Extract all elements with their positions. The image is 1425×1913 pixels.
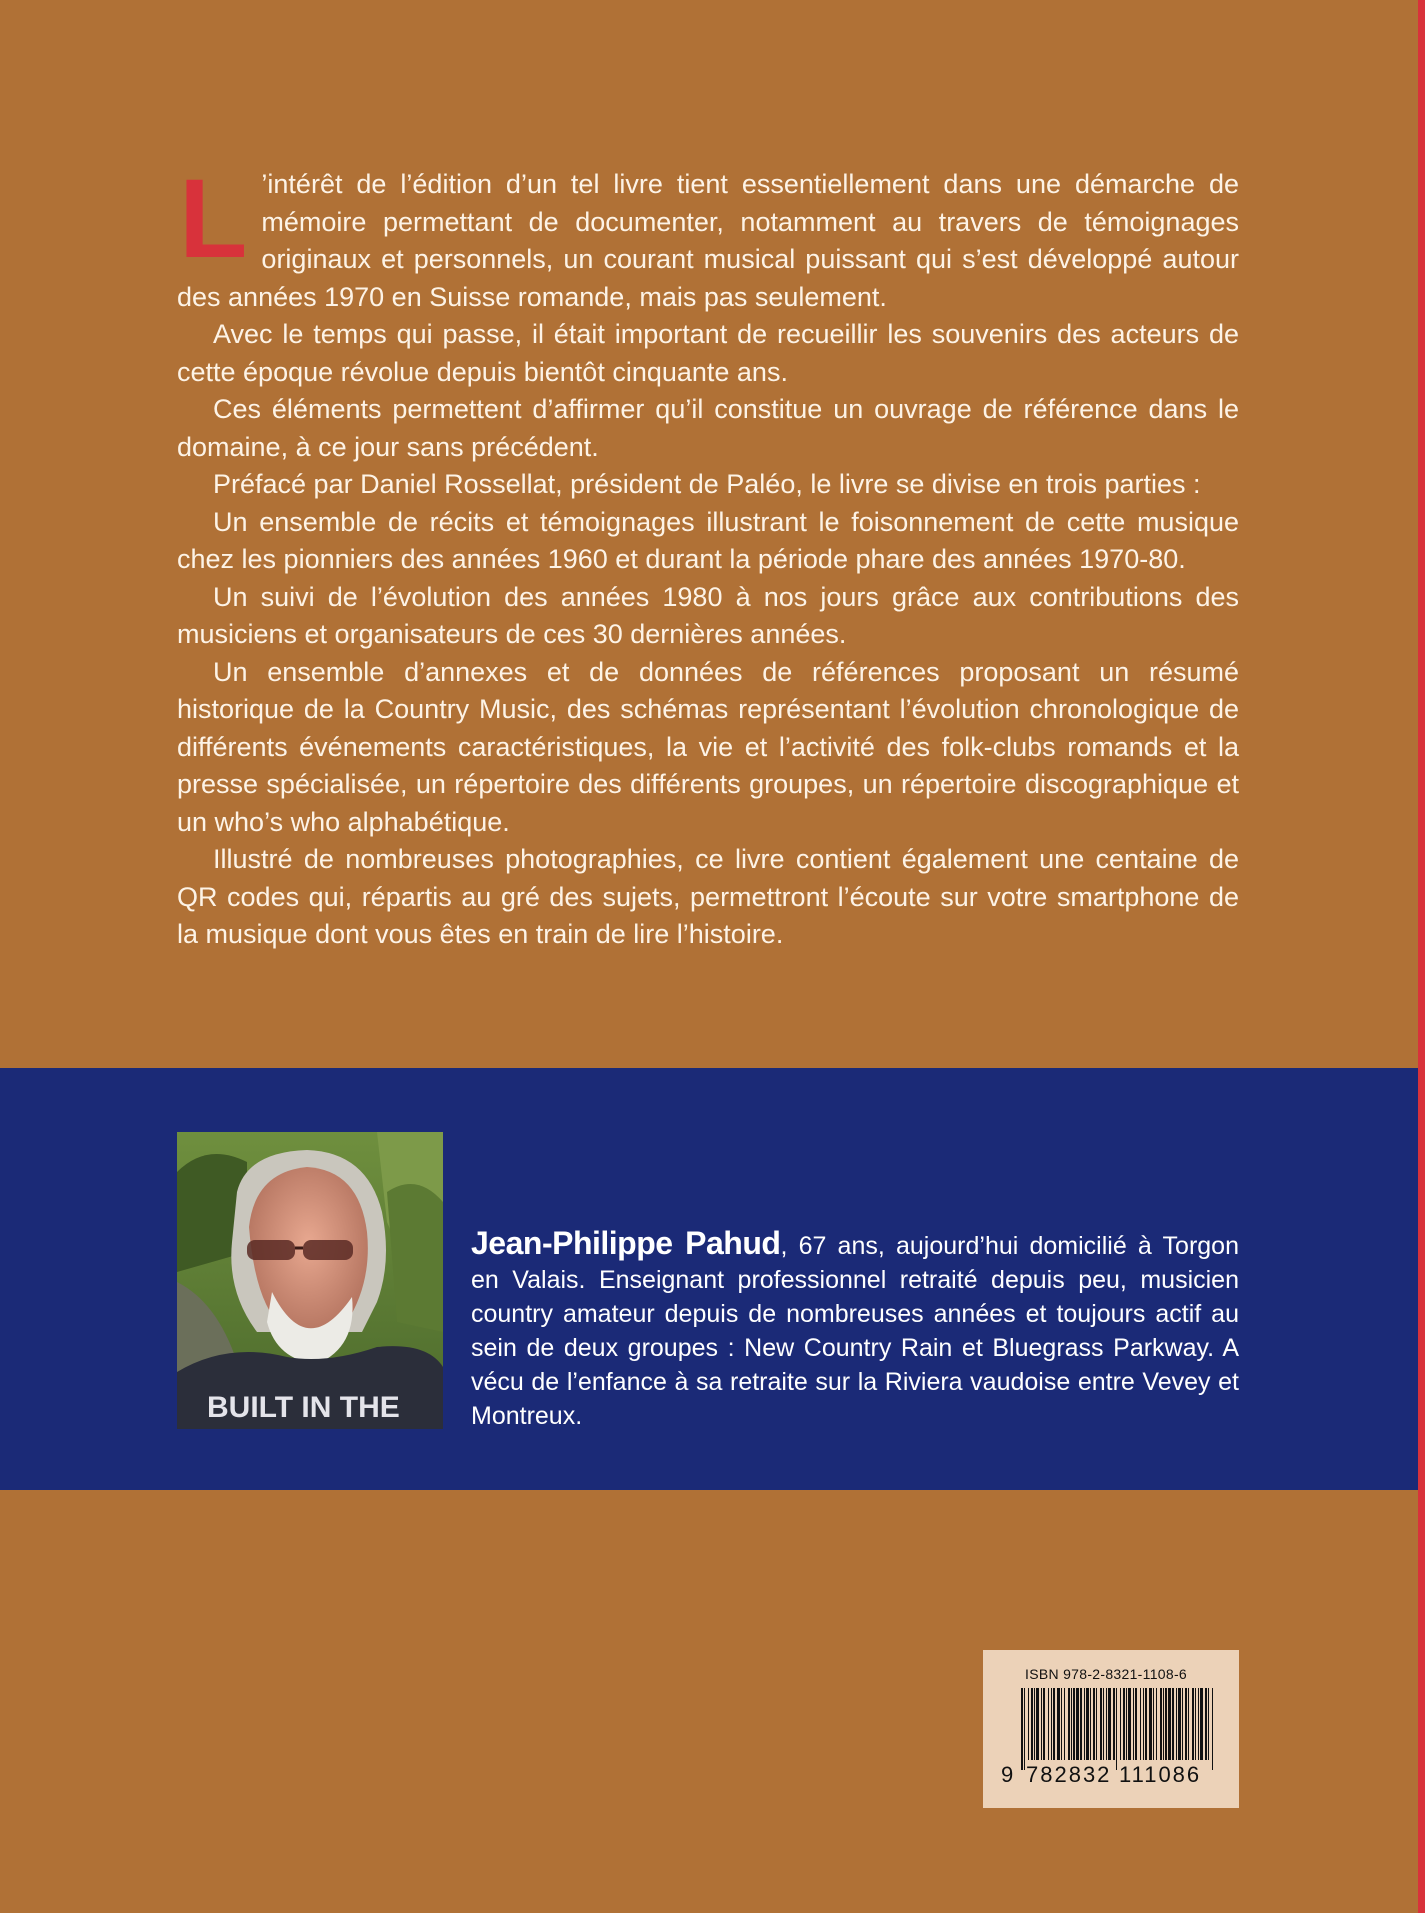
barcode-bar [1140,1688,1141,1760]
barcode-digits-left: 782832 [1026,1762,1112,1787]
barcode-bar [1031,1688,1033,1760]
barcode-bar [1205,1688,1207,1760]
barcode-bar [1053,1688,1055,1760]
blurb-paragraph-6: Un suivi de l’évolution des années 1980 à nos jours grâce aux contributions des musiciens et organisateurs de ces 30 dernières années. [177,581,1239,649]
barcode-bar [1090,1688,1091,1760]
barcode-bar [1126,1688,1127,1760]
barcode-bar [1212,1688,1213,1770]
barcode-bar [1076,1688,1079,1760]
barcode-bar [1051,1688,1052,1760]
red-edge-stripe [1418,0,1425,1913]
barcode-bar [1120,1688,1121,1760]
barcode-bar [1113,1688,1115,1760]
barcode-bar [1195,1688,1196,1760]
barcode-bar [1123,1688,1125,1760]
barcode-bar [1198,1688,1199,1760]
barcode-bar [1135,1688,1137,1760]
barcode-bar [1106,1688,1107,1760]
barcode-bar [1093,1688,1095,1760]
barcode-bar [1156,1688,1157,1760]
barcode-bar [1208,1688,1209,1760]
isbn-barcode [983,1650,1239,1808]
barcode-bar [1068,1688,1070,1760]
barcode-bar [1145,1688,1147,1760]
barcode-bar [1178,1688,1181,1760]
barcode-digit-first: 9 [1001,1762,1016,1787]
author-bio-text: , 67 ans, aujourd’hui domicilié à Torgon en Valais. Enseignant professionnel retraité depuis peu, musicien country amateur depuis de nombreuses années et toujours actif au sein de deux groupes : New Country Rain et Bluegrass Parkway. A vécu de l’enfance à sa retraite sur la Riviera vaudoise entre Vevey et Montreux. [471,1232,1239,1430]
author-photo [177,1132,443,1429]
barcode-bar [1172,1688,1174,1760]
barcode-bar [1200,1688,1203,1760]
barcode-bar [1080,1688,1082,1760]
isbn-label: ISBN 978-2-8321-1108-6 [1025,1666,1187,1682]
barcode-bar [1043,1688,1045,1760]
author-bio [471,1226,1239,1433]
barcode-bar [1100,1688,1102,1760]
barcode-bar [1153,1688,1154,1760]
barcode-bar [1096,1688,1097,1760]
barcode-bar [1168,1688,1171,1760]
barcode-bar [1149,1688,1152,1760]
barcode-bar [1064,1688,1065,1760]
barcode-bar [1041,1688,1042,1760]
blurb-paragraph-1 [177,156,1239,316]
barcode-bar [1176,1688,1177,1760]
barcode-bar [1086,1688,1089,1760]
barcode-bar [1128,1688,1131,1760]
blurb-paragraph-1-text: ’intérêt de l’édition d’un tel livre tient essentiellement dans une démarche de mémoire permettant de documenter, notamment au travers de témoignages originaux et personnels, un courant musical puissant qui s’est développé autour des années 1970 en Suisse romande, mais pas seulement. [177,169,1239,312]
barcode-bar [1188,1688,1189,1760]
barcode-bar [1108,1688,1111,1760]
barcode-bar [1034,1688,1035,1760]
barcode-bar [1036,1688,1039,1760]
barcode-bar [1071,1688,1072,1760]
barcode-bar [1048,1688,1049,1760]
blurb-paragraph-5: Un ensemble de récits et témoignages illustrant le foisonnement de cette musique chez les pionniers des années 1960 et durant la période phare des années 1970-80. [177,506,1239,574]
back-cover-blurb [177,156,1239,954]
drop-cap: L [179,156,248,281]
shirt-print: BUILT IN THE [207,1391,400,1424]
barcode-bar [1143,1688,1144,1760]
barcode-bar [1182,1688,1183,1760]
barcode-bar [1061,1688,1062,1760]
barcode-bar [1057,1688,1060,1760]
blurb-paragraph-7: Un ensemble d’annexes et de données de références proposant un résumé historique de la Country Music, des schémas représentant l’évolution chronologique de différents événements caractéristiques, la vie et l’activité des folk-clubs romands et la presse spécialisée, un répertoire des différents groupes, un répertoire discographique et un who’s who alphabétique. [177,656,1239,837]
barcode-bar [1133,1688,1134,1760]
blurb-paragraph-2: Avec le temps qui passe, il était important de recueillir les souvenirs des acteurs de cette époque révolue depuis bientôt cinquante ans. [177,319,1239,387]
barcode-bar [1024,1688,1025,1770]
barcode-bar [1103,1688,1104,1760]
barcode-digits-right: 111086 [1119,1762,1202,1787]
author-photo-illustration [177,1132,443,1429]
blurb-paragraph-4: Préfacé par Daniel Rossellat, président de Paléo, le livre se divise en trois parties : [213,469,1201,499]
barcode-bar [1160,1688,1162,1760]
blurb-paragraph-3: Ces éléments permettent d’affirmer qu’il constitue un ouvrage de référence dans le domaine, à ce jour sans précédent. [177,394,1239,462]
barcode-bar [1073,1688,1075,1760]
barcode-bar [1028,1688,1029,1760]
barcode-bar [1185,1688,1187,1760]
barcode-bar [1021,1688,1023,1770]
barcode-bar [1084,1688,1085,1760]
author-name: Jean-Philippe Pahud [471,1225,781,1261]
barcode-bar [1116,1688,1117,1770]
barcode-bar [1163,1688,1164,1760]
blurb-paragraph-8: Illustré de nombreuses photographies, ce livre contient également une centaine de QR codes qui, répartis au gré des sujets, permettront l’écoute sur votre smartphone de la musique dont vous êtes en train de lire l’histoire. [177,844,1239,949]
barcode-bar [1192,1688,1194,1760]
barcode-bar [1165,1688,1167,1760]
